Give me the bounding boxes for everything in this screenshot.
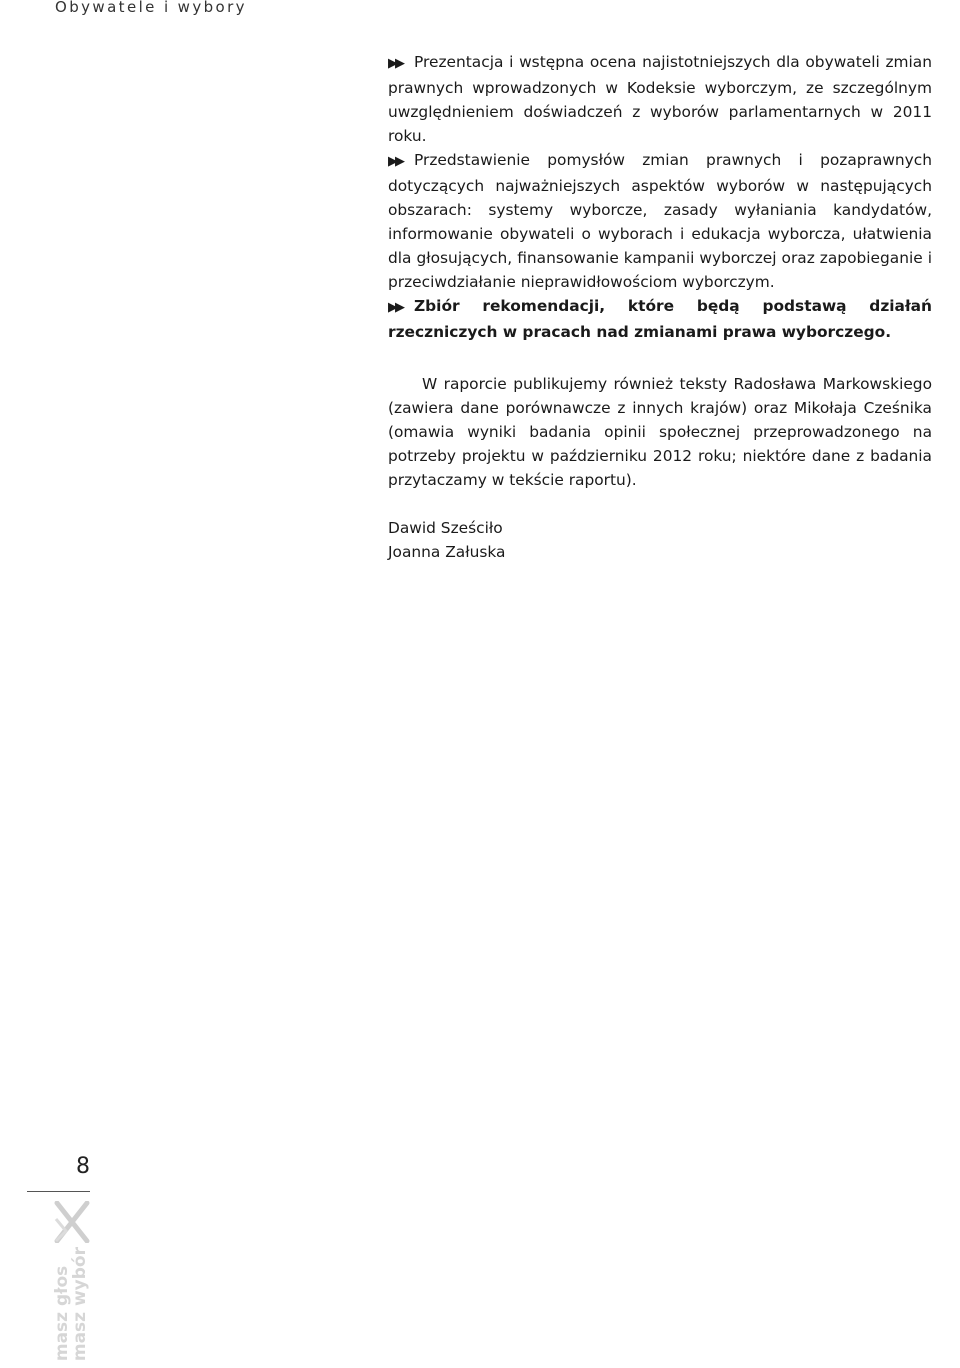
logo-wordmark <box>53 1247 89 1361</box>
page-number: 8 <box>76 1154 90 1179</box>
bullet-item-3 <box>388 294 932 344</box>
bullet-item-1 <box>388 50 932 148</box>
bullet-text: Zbiór rekomendacji, które będą podstawą działań rzeczniczych w pracach nad zmianami prawa wyborczego. <box>388 297 932 341</box>
footer-divider <box>27 1191 90 1192</box>
body-paragraph: W raporcie publikujemy również teksty Radosława Markowskiego (zawiera dane porównawcze z innych krajów) oraz Mikołaja Cześnika (omawia wyniki badania opinii społecznej przeprowadzonego na potrzeby projektu w październiku 2012 roku; niektóre dane z badania przytaczamy w tekście raportu). <box>388 375 932 489</box>
double-arrow-icon: ▶▶ <box>388 300 402 315</box>
bullet-text: Przedstawienie pomysłów zmian prawnych i pozaprawnych dotyczących najważniejszych aspektów wyborów w następujących obszarach: systemy wyborcze, zasady wyłaniania kandydatów, informowanie obywateli o wyborach i edukacja wyborcza, ułatwienia dla głosujących, finansowanie kampanii wyborczej oraz zapobieganie i przeciwdziałanie nieprawidłowościom wyborczym. <box>388 151 932 291</box>
ballot-x-logo-icon <box>54 1201 90 1243</box>
double-arrow-icon: ▶▶ <box>388 154 402 169</box>
running-header: Obywatele i wybory <box>55 0 247 16</box>
author-name: Joanna Załuska <box>388 543 506 561</box>
bullet-item-2 <box>388 148 932 294</box>
main-content <box>388 50 932 564</box>
double-arrow-icon: ▶▶ <box>388 56 402 71</box>
logo-line-2: masz wybór <box>70 1247 90 1362</box>
author-name: Dawid Sześciło <box>388 519 503 537</box>
bullet-text: Prezentacja i wstępna ocena najistotniejszych dla obywateli zmian prawnych wprowadzonych w Kodeksie wyborczym, ze szczególnym uwzględnieniem doświadczeń z wyborów parlamentarnych w 2011 roku. <box>388 53 932 145</box>
logo-line-1: masz głos <box>52 1265 72 1362</box>
authors-block <box>388 516 932 564</box>
